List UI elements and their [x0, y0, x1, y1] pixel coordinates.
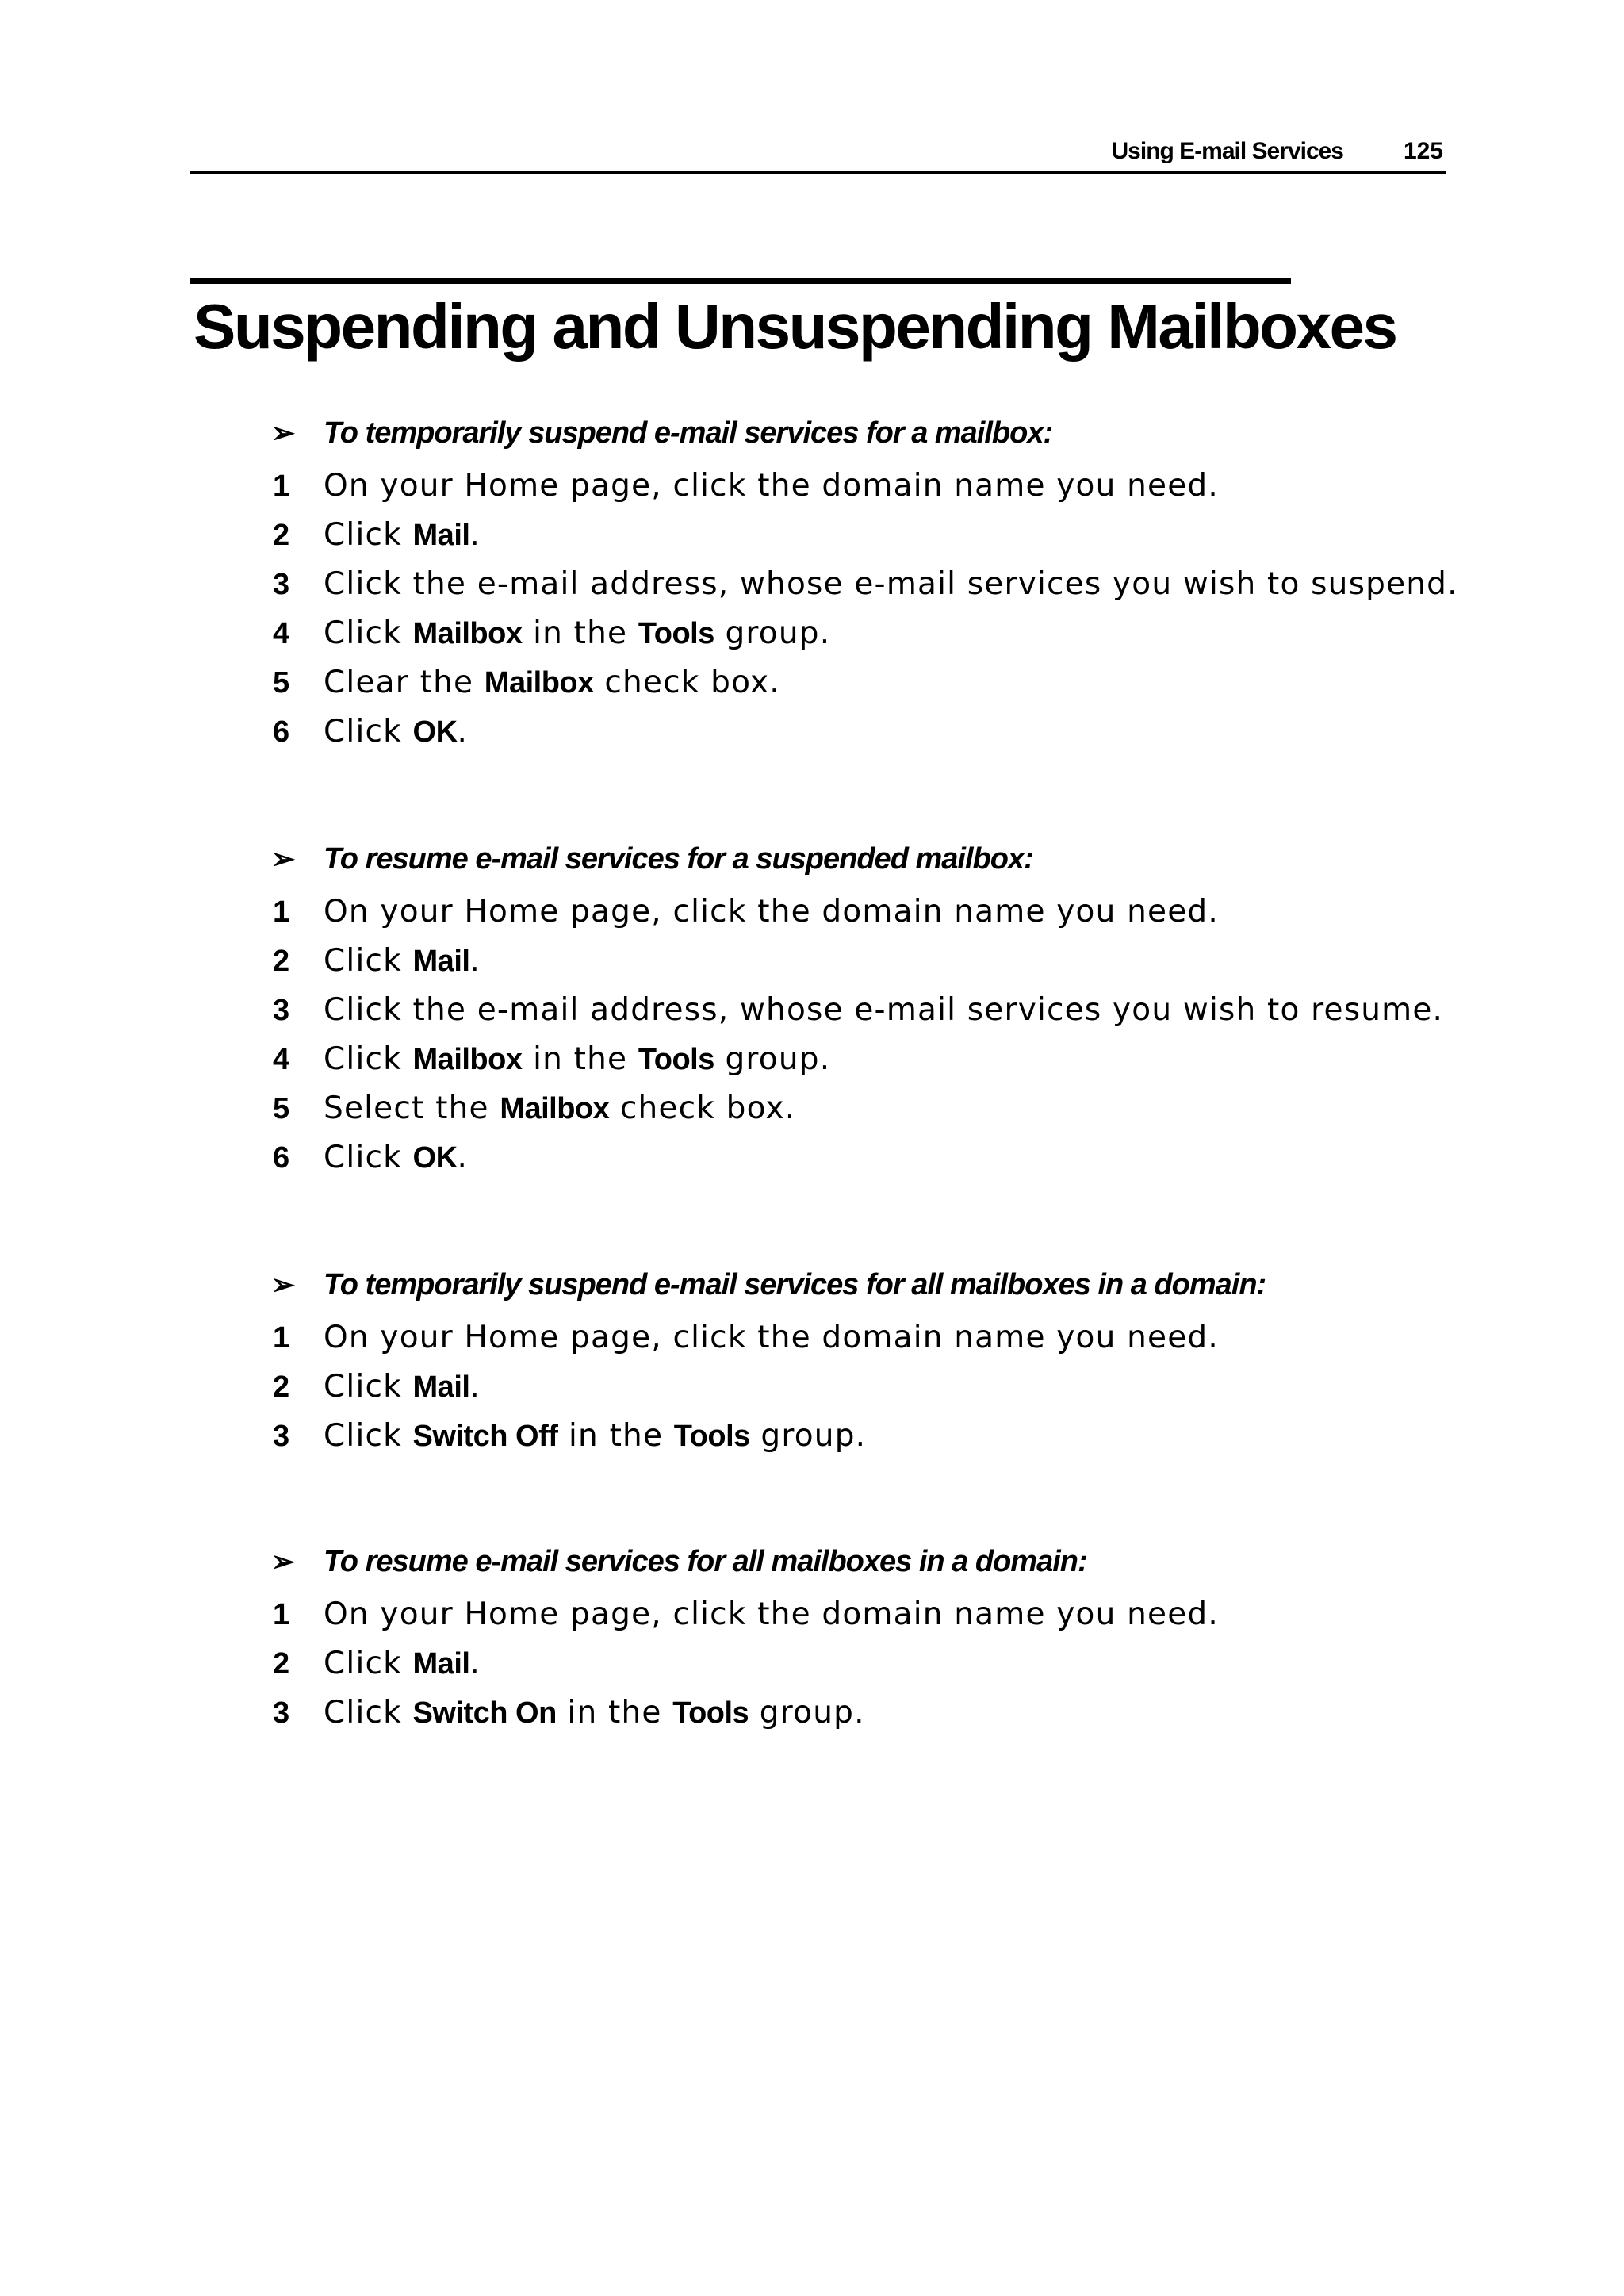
step-text-fragment: in the — [557, 1418, 674, 1454]
ui-element-name: Mail — [412, 1647, 470, 1681]
step-text — [324, 658, 780, 707]
step-text-fragment: On your Home page, click the domain name you need. — [324, 1596, 1219, 1632]
step-text-fragment: Click — [324, 1041, 413, 1077]
step-text-fragment: On your Home page, click the domain name you need. — [324, 894, 1219, 930]
procedure-heading-text: To temporarily suspend e-mail services for a mailbox: — [324, 416, 1053, 450]
step-text-fragment: check box. — [609, 1091, 796, 1126]
step-text-fragment: . — [457, 1140, 469, 1175]
step-text-fragment: . — [457, 714, 469, 749]
step-text-fragment: Click — [324, 1646, 413, 1681]
ui-element-name: Switch On — [412, 1696, 557, 1730]
step-text-fragment: Click — [324, 714, 413, 749]
ui-element-name: Tools — [638, 1043, 714, 1076]
arrow-bullet-icon: ➢ — [271, 1268, 295, 1301]
ui-element-name: Mail — [412, 519, 470, 552]
running-header-section: Using E-mail Services — [1111, 138, 1343, 164]
step-text-fragment: group. — [714, 615, 831, 651]
step-number: 5 — [273, 1092, 290, 1125]
step-number: 3 — [273, 1420, 290, 1453]
page-number: 125 — [1403, 138, 1443, 164]
step-text-fragment: check box. — [593, 665, 780, 700]
step-text — [324, 1084, 795, 1133]
step-text — [324, 1412, 866, 1461]
step-text-fragment: group. — [749, 1418, 867, 1454]
page-title: Suspending and Unsuspending Mailboxes — [193, 291, 1396, 362]
step-text — [324, 1363, 481, 1412]
step-number: 1 — [273, 1321, 290, 1355]
ui-element-name: Tools — [672, 1696, 749, 1730]
ui-element-name: OK — [412, 715, 458, 749]
ui-element-name: Switch Off — [412, 1420, 558, 1453]
ui-element-name: Tools — [673, 1420, 750, 1453]
step-number: 1 — [273, 470, 290, 503]
step-text — [324, 1133, 468, 1182]
step-text — [324, 462, 1219, 511]
step-text — [324, 560, 1458, 609]
ui-element-name: Mailbox — [412, 1043, 523, 1076]
ui-element-name: Mail — [412, 1370, 470, 1404]
step-text — [324, 1639, 481, 1688]
step-text-fragment: Clear the — [324, 665, 485, 700]
step-text-fragment: . — [469, 1369, 481, 1405]
step-text — [324, 1313, 1219, 1363]
step-text-fragment: Click the e-mail address, whose e-mail services you wish to suspend. — [324, 566, 1458, 602]
step-number: 1 — [273, 1598, 290, 1631]
step-text — [324, 609, 830, 658]
step-number: 5 — [273, 666, 290, 700]
step-number: 3 — [273, 568, 290, 601]
ui-element-name: Mailbox — [500, 1092, 610, 1125]
step-number: 6 — [273, 1141, 290, 1175]
step-text-fragment: Click — [324, 1369, 413, 1405]
step-text-fragment: . — [469, 1646, 481, 1681]
step-number: 4 — [273, 617, 290, 650]
step-text-fragment: Click — [324, 1140, 413, 1175]
step-text — [324, 1688, 865, 1738]
step-text-fragment: On your Home page, click the domain name you need. — [324, 468, 1219, 504]
step-number: 2 — [273, 1370, 290, 1404]
step-text — [324, 887, 1219, 937]
step-number: 6 — [273, 715, 290, 749]
step-text — [324, 707, 468, 757]
step-number: 2 — [273, 945, 290, 978]
page-header — [190, 135, 1446, 174]
step-text-fragment: in the — [522, 615, 638, 651]
step-text-fragment: group. — [749, 1695, 865, 1731]
ui-element-name: Mailbox — [412, 617, 523, 650]
procedure-heading-text: To resume e-mail services for a suspended mailbox: — [324, 842, 1033, 876]
step-text-fragment: Click — [324, 615, 413, 651]
procedure-heading-text: To temporarily suspend e-mail services for all mailboxes in a domain: — [324, 1268, 1266, 1301]
arrow-bullet-icon: ➢ — [271, 416, 295, 449]
arrow-bullet-icon: ➢ — [271, 842, 295, 875]
step-number: 4 — [273, 1043, 290, 1076]
step-text-fragment: . — [469, 517, 481, 553]
step-number: 2 — [273, 1647, 290, 1681]
title-rule — [190, 278, 1291, 284]
step-text — [324, 511, 481, 560]
step-text-fragment: Click — [324, 1418, 413, 1454]
procedure-heading-text: To resume e-mail services for all mailboxes in a domain: — [324, 1545, 1087, 1578]
arrow-bullet-icon: ➢ — [271, 1545, 295, 1577]
step-text-fragment: in the — [556, 1695, 673, 1731]
ui-element-name: Mailbox — [484, 666, 594, 700]
step-text-fragment: On your Home page, click the domain name you need. — [324, 1320, 1219, 1355]
step-text-fragment: group. — [714, 1041, 831, 1077]
ui-element-name: Tools — [638, 617, 714, 650]
step-text-fragment: Select the — [324, 1091, 500, 1126]
step-text-fragment: Click the e-mail address, whose e-mail services you wish to resume. — [324, 992, 1444, 1028]
step-text — [324, 1035, 830, 1084]
ui-element-name: Mail — [412, 945, 470, 978]
step-number: 1 — [273, 895, 290, 929]
step-text-fragment: in the — [522, 1041, 638, 1077]
step-text-fragment: Click — [324, 1695, 413, 1731]
step-number: 2 — [273, 519, 290, 552]
ui-element-name: OK — [412, 1141, 458, 1175]
step-number: 3 — [273, 1696, 290, 1730]
step-text — [324, 937, 481, 986]
step-text — [324, 986, 1443, 1035]
step-text-fragment: Click — [324, 943, 413, 979]
step-text-fragment: Click — [324, 517, 413, 553]
step-number: 3 — [273, 994, 290, 1027]
step-text — [324, 1590, 1219, 1639]
step-text-fragment: . — [469, 943, 481, 979]
